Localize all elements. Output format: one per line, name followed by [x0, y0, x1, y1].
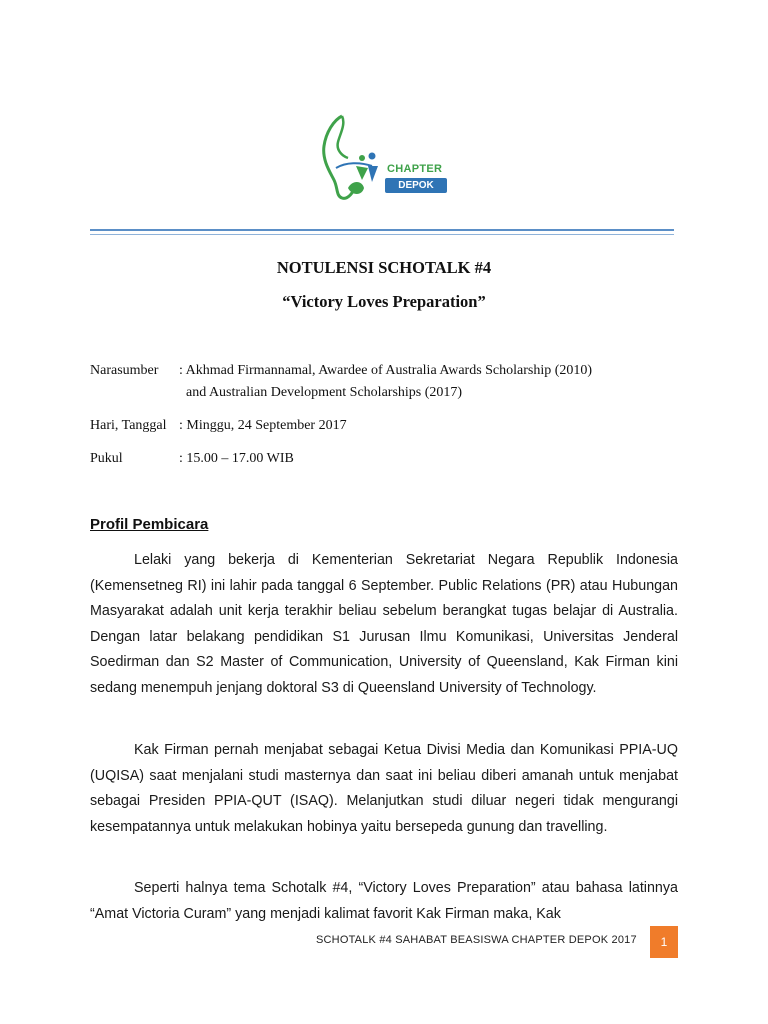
header-divider-thin — [90, 234, 674, 235]
document-title: NOTULENSI SCHOTALK #4 — [276, 258, 492, 277]
logo-chapter-text: CHAPTER — [387, 163, 443, 175]
paragraph: Seperti halnya tema Schotalk #4, “Victory Loves Preparation” atau bahasa latinnya “Amat Victoria Curam” yang menjadi kalimat favorit Kak Firman maka, Kak — [90, 880, 678, 922]
date-value: : Minggu, 24 September 2017 — [179, 418, 347, 433]
header-divider — [90, 229, 674, 231]
document-subtitle: “Victory Loves Preparation” — [282, 292, 486, 311]
speaker-value-cont: and Australian Development Scholarships (2017) — [186, 385, 463, 400]
speaker-label: Narasumber — [90, 363, 159, 378]
speaker-value: : Akhmad Firmannamal, Awardee of Australia Awards Scholarship (2010) — [179, 363, 593, 378]
page-number: 1 — [650, 926, 678, 958]
date-label: Hari, Tanggal — [90, 418, 167, 433]
section-heading: Profil Pembicara — [90, 516, 209, 533]
logo-depok-badge: DEPOK — [385, 178, 447, 193]
paragraph: Lelaki yang bekerja di Kementerian Sekretariat Negara Republik Indonesia (Kemensetneg RI) ini lahir pada tanggal 6 September. Public Relations (PR) atau Hubungan Masyarakat adalah unit kerja terakhir beliau sebelum berangkat tugas belajar di Australia. Dengan latar belakang pendidikan S1 Jurusan Ilmu Komunikasi, Universitas Jenderal Soedirman dan S2 Master of Communication, University of Queensland, Kak Firman kini sedang menempuh jenjang doktoral S3 di Queensland University of Technology. — [90, 552, 678, 696]
paragraph: Kak Firman pernah menjabat sebagai Ketua Divisi Media dan Komunikasi PPIA-UQ (UQISA) saat menjalani studi masternya dan saat ini beliau diberi amanah untuk menjabat sebagai Presiden PPIA-QUT (ISAQ). Melanjutkan studi diluar negeri tidak mengurangi kesempatannya untuk melakukan hobinya yaitu bersepeda gunung dan travelling. — [90, 742, 678, 835]
page-footer: SCHOTALK #4 SAHABAT BEASISWA CHAPTER DEPOK 2017 — [316, 934, 637, 946]
time-label: Pukul — [90, 451, 123, 466]
time-value: : 15.00 – 17.00 WIB — [179, 451, 294, 466]
